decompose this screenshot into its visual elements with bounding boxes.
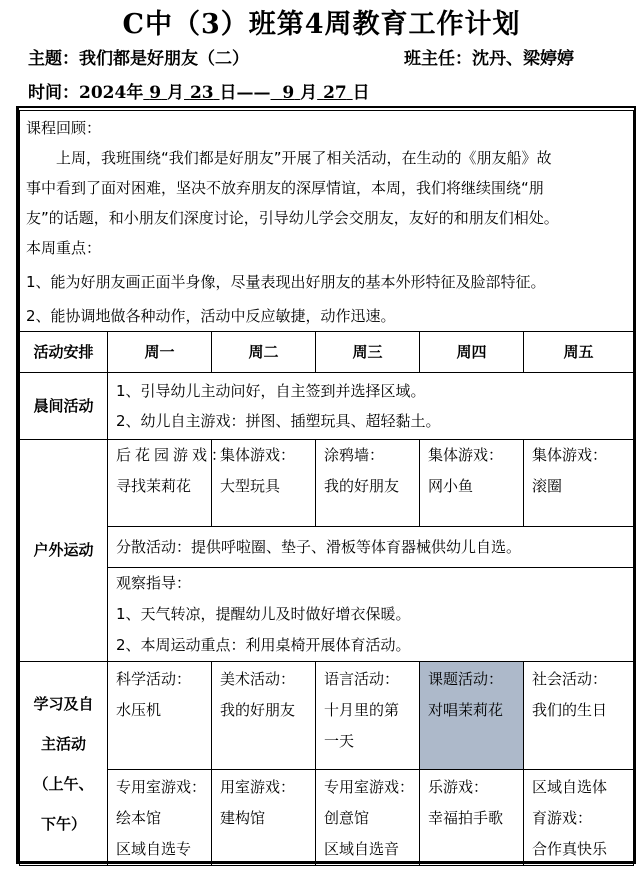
morning-content bbox=[108, 373, 634, 440]
header-row bbox=[20, 332, 634, 373]
review-label: 课程回顾： bbox=[26, 119, 102, 137]
outdoor-wednesday: 涂鸦墙： 我的好朋友 bbox=[316, 440, 420, 527]
review-line: 友”的话题，和小朋友们深度讨论，引导幼儿学会交朋友，友好的和朋友们相处。 bbox=[26, 209, 559, 227]
room-game-wednesday: 专用室游戏： 创意馆 区域自选音 bbox=[316, 770, 420, 866]
scatter-activity: 分散活动：提供呼啦圈、垫子、滑板等体育器械供幼儿自选。 bbox=[108, 527, 634, 568]
plan-table bbox=[19, 110, 634, 866]
outdoor-label: 户外运动 bbox=[20, 440, 108, 662]
study-tuesday: 美术活动： 我的好朋友 bbox=[212, 662, 316, 770]
header-tuesday: 周二 bbox=[212, 332, 316, 373]
outdoor-thursday: 集体游戏： 网小鱼 bbox=[420, 440, 524, 527]
room-game-tuesday: 用室游戏： 建构馆 bbox=[212, 770, 316, 866]
header-wednesday: 周三 bbox=[316, 332, 420, 373]
observe-guide: 观察指导： 1、天气转凉，提醒幼儿及时做好增衣保暖。 2、本周运动重点：利用桌椅开展体育活动。 bbox=[108, 568, 634, 662]
review-line: 事中看到了面对困难，坚决不放弃朋友的深厚情谊，本周，我们将继续围绕“朋 bbox=[26, 179, 544, 197]
room-game-friday: 区域自选体 育游戏： 合作真快乐 bbox=[524, 770, 634, 866]
room-game-monday: 专用室游戏： 绘本馆 区域自选专 bbox=[108, 770, 212, 866]
morning-line: 2、幼儿自主游戏：拼图、插塑玩具、超轻黏土。 bbox=[116, 412, 441, 430]
focus-label: 本周重点： bbox=[26, 239, 102, 257]
course-review-cell bbox=[20, 111, 634, 332]
date-line: 时间：2024年 9 月 23 日—— 9 月 27 日 bbox=[28, 83, 370, 103]
study-wednesday: 语言活动： 十月里的第 一天 bbox=[316, 662, 420, 770]
header-activity: 活动安排 bbox=[20, 332, 108, 373]
study-friday: 社会活动： 我们的生日 bbox=[524, 662, 634, 770]
study-thursday: 课题活动： 对唱茉莉花 bbox=[420, 662, 524, 770]
header-friday: 周五 bbox=[524, 332, 634, 373]
page-title: C中（3）班第4周教育工作计划 bbox=[122, 9, 521, 40]
morning-label: 晨间活动 bbox=[20, 373, 108, 440]
focus-item: 1、能为好朋友画正面半身像，尽量表现出好朋友的基本外形特征及脸部特征。 bbox=[26, 273, 546, 291]
morning-line: 1、引导幼儿主动问好，自主签到并选择区域。 bbox=[116, 382, 426, 400]
study-monday: 科学活动： 水压机 bbox=[108, 662, 212, 770]
review-line: 上周，我班围绕“我们都是好朋友”开展了相关活动，在生动的《朋友船》故 bbox=[26, 149, 552, 167]
outdoor-friday: 集体游戏： 滚圈 bbox=[524, 440, 634, 527]
header-monday: 周一 bbox=[108, 332, 212, 373]
outdoor-monday: 后花园游戏： 寻找茉莉花 bbox=[108, 440, 212, 527]
teacher-line: 班主任：沈丹、梁婷婷 bbox=[404, 49, 574, 69]
room-game-thursday: 乐游戏： 幸福拍手歌 bbox=[420, 770, 524, 866]
header-thursday: 周四 bbox=[420, 332, 524, 373]
study-label: 学习及自 主活动 （上午、 下午） bbox=[20, 662, 108, 866]
outdoor-tuesday: 集体游戏： 大型玩具 bbox=[212, 440, 316, 527]
theme-line: 主题：我们都是好朋友（二） bbox=[28, 49, 249, 69]
focus-item: 2、能协调地做各种动作，活动中反应敏捷，动作迅速。 bbox=[26, 307, 396, 325]
